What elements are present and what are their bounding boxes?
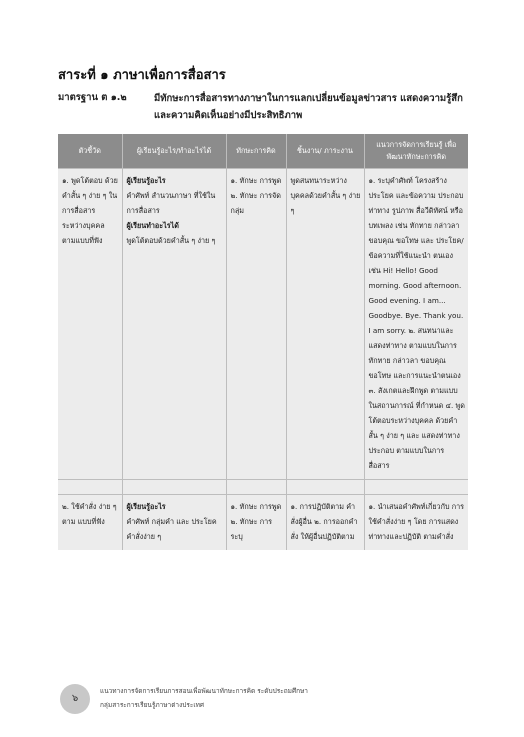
learn-text: คำศัพท์ สำนวนภาษา ที่ใช้ในการสื่อสาร <box>126 191 216 215</box>
table-row <box>58 495 468 551</box>
footer-title: แนวทางการจัดการเรียนการสอนเพื่อพัฒนาทักษะการคิด ระดับประถมศึกษา <box>100 687 308 695</box>
cell-indicator: ๑. พูดโต้ตอบ ด้วยคำสั้น ๆ ง่าย ๆ ใน การสื่อสาร ระหว่างบุคคล ตามแบบที่ฟัง <box>58 169 122 480</box>
cell-work: พูดสนทนาระหว่าง บุคคลด้วยคำสั้น ๆ ง่าย ๆ <box>286 169 364 480</box>
cell-approach: ๑. นำเสนอคำศัพท์เกี่ยวกับ การใช้คำสั่งง่าย ๆ โดย การแสดงท่าทางและปฏิบัติ ตามคำสั่ง <box>364 495 468 551</box>
page-title: สาระที่ ๑ ภาษาเพื่อการสื่อสาร <box>58 68 226 83</box>
cell-indicator: ๒. ใช้คำสั่ง ง่าย ๆ ตาม แบบที่ฟัง <box>58 495 122 551</box>
cell-work: ๑. การปฏิบัติตาม คำสั่งผู้อื่น ๒. การออกคำสั่ง ให้ผู้อื่นปฏิบัติตาม <box>286 495 364 551</box>
page-number: ๖ <box>60 684 90 714</box>
header-thinking-skill: ทักษะการคิด <box>226 134 286 169</box>
learn-heading: ผู้เรียนรู้อะไร <box>126 502 166 511</box>
learn-text: คำศัพท์ กลุ่มคำ และ ประโยคคำสั่งง่าย ๆ <box>126 517 217 541</box>
cell-skills: ๑. ทักษะ การพูด ๒. ทักษะ การระบุ <box>226 495 286 551</box>
header-approach: แนวการจัดการเรียนรู้ เพื่อพัฒนาทักษะการคิด <box>364 134 468 169</box>
cell-approach: ๑. ระบุคำศัพท์ โครงสร้าง ประโยค และข้อความ ประกอบท่าทาง รูปภาพ สื่อวีดิทัศน์ หรือบทเพลง เช่น ทักทาย กล่าวลา ขอบคุณ ขอโทษ และ ประโยค/ข้อความที่ใช้แนะนำ ตนเอง เช่น Hi! Hello! Good morning. Good afternoon. Good evening. I am... Goodbye. Bye. Thank you. I am sorry. ๒. สนทนาและแสดงท่าทาง ตามแบบในการทักทาย กล่าวลา ขอบคุณ ขอโทษ และการแนะนำตนเอง ๓. สังเกตและฝึกพูด ตามแบบในสถานการณ์ ที่กำหนด ๔. พูดโต้ตอบระหว่างบุคคล ด้วยคำสั้น ๆ ง่าย ๆ และ แสดงท่าทางประกอบ ตามแบบในการสื่อสาร <box>364 169 468 480</box>
header-work: ชิ้นงาน/ ภาระงาน <box>286 134 364 169</box>
header-learning: ผู้เรียนรู้อะไร/ทำอะไรได้ <box>122 134 226 169</box>
header-indicator: ตัวชี้วัด <box>58 134 122 169</box>
cell-learning <box>122 495 226 551</box>
curriculum-table <box>58 134 468 550</box>
learn-heading: ผู้เรียนทำอะไรได้ <box>126 221 179 230</box>
footer-subtitle: กลุ่มสาระการเรียนรู้ภาษาต่างประเทศ <box>100 701 204 709</box>
table-header-row <box>58 134 468 169</box>
table-row <box>58 169 468 480</box>
cell-learning <box>122 169 226 480</box>
standard-label: มาตรฐาน ต ๑.๒ <box>58 92 127 103</box>
learn-text: พูดโต้ตอบด้วยคำสั้น ๆ ง่าย ๆ <box>126 236 216 245</box>
standard-text: มีทักษะการสื่อสารทางภาษาในการแลกเปลี่ยนข้อมูลข่าวสาร แสดงความรู้สึก และความคิดเห็นอย่างมีประสิทธิภาพ <box>154 93 463 121</box>
table-spacer <box>58 480 468 495</box>
cell-skills: ๑. ทักษะ การพูด ๒. ทักษะ การจัดกลุ่ม <box>226 169 286 480</box>
learn-heading: ผู้เรียนรู้อะไร <box>126 176 166 185</box>
